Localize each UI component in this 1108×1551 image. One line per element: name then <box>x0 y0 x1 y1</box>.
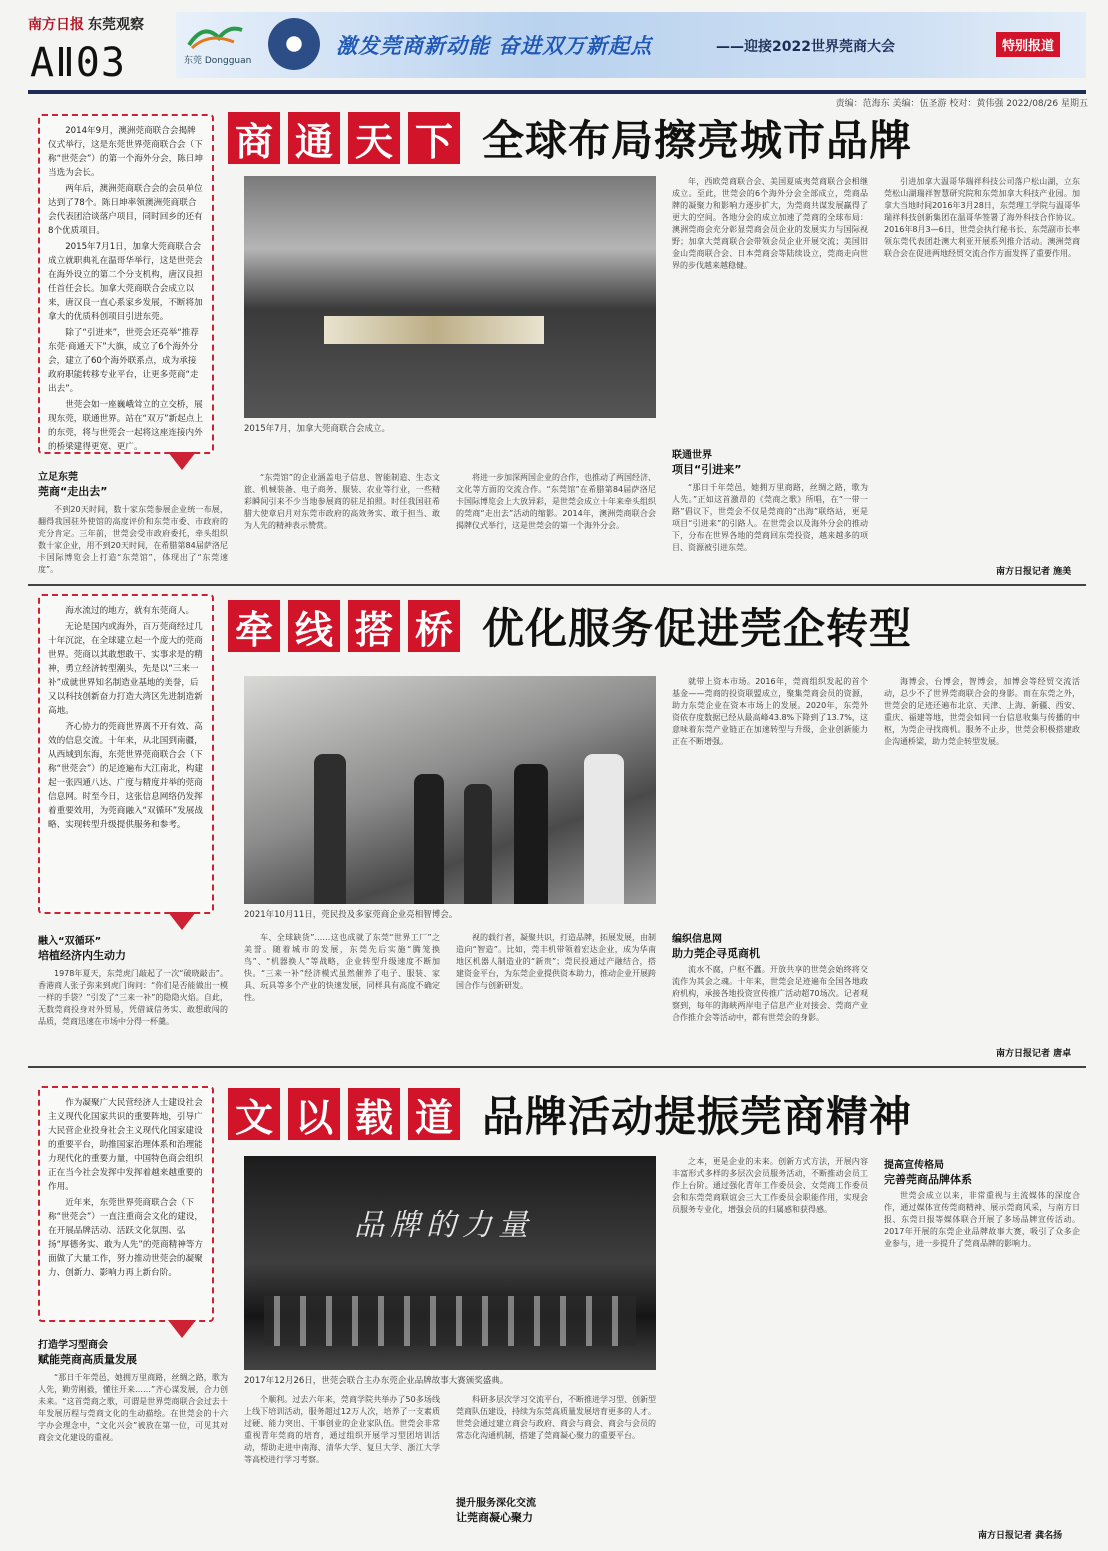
section-headline: 优化服务促进莞企转型 <box>482 604 913 653</box>
subheading: 联通世界 项目“引进来” <box>672 450 742 476</box>
kicker-char: 搭 <box>348 600 400 652</box>
body-column: 不到20天时间，数十家东莞参展企业统一布展，翻得我国驻外使馆的高度评价和东莞市委、市政府的充分肯定。三年前，世莞会受市政府委托，牵头组织数十家企业，用不到20天时间，在希腊第84届萨洛尼卡国际博览会上打造“东莞馆”，体现出了“东莞速度”。 <box>38 505 228 574</box>
kicker-char: 线 <box>288 600 340 652</box>
body-column: 世莞会成立以来，非常重视与主流媒体的深度合作，通过媒体宣传莞商精神、展示莞商风采，与南方日报、东莞日报等媒体联合开展了多场品牌宣传活动。2017年开展的东莞企业品牌故事大赛，吸引了众多企业参与，进一步提升了莞商品牌的影响力。 <box>884 1191 1080 1248</box>
section-kicker <box>228 598 912 654</box>
person-figure <box>464 784 492 904</box>
person-figure <box>584 754 624 904</box>
person-figure <box>314 754 346 904</box>
scroll-painting <box>324 316 544 344</box>
chamber-seal-icon <box>268 18 320 70</box>
section-rule <box>28 584 1086 586</box>
lead-paragraph: 两年后，澳洲莞商联合会的会员单位达到了78个。陈日坤率领澳洲莞商联合会代表团洽谈落户项目，同时回乡的还有8个优质项目。 <box>48 184 203 236</box>
section-kicker <box>228 1086 912 1142</box>
lead-paragraph: 无论是国内或海外，百万莞商经过几十年沉淀，在全球建立起一个庞大的莞商世界。莞商以其敢想敢干、实事求是的精神，勇立经济转型潮头，先是以“三来一补”成就世界知名制造业基地的美誉，后又以科技创新奋力打造大湾区先进制造新高地。 <box>48 622 203 716</box>
stage-crowd <box>264 1296 636 1346</box>
lead-paragraph: 除了“引进来”，世莞会还亮举“推荐东莞·商通天下”大旗，成立了6个海外分会，建立了60个海外联系点，成为承接政府职能转移专业平台，让更多莞商“走出去”。 <box>48 328 199 394</box>
person-figure <box>414 774 444 904</box>
person-figure <box>514 764 548 904</box>
page-number: AⅡ03 <box>30 40 126 86</box>
body-column: 车、全球缺货”……这也成就了东莞“世界工厂”之美誉。随着城市的发展，东莞先后实施“腾笼换鸟”、“机器换人”等战略，企业转型升级速度不断加快。“三来一补”经济模式虽然催养了电子、服装、家具、玩具等多个产业的快速发展，同样具有高度不确定性。 <box>244 933 440 1002</box>
lead-paragraph: 世莞会如一座巍峨耸立的立交桥，展现东莞，联通世界。站在“双万”新起点上的东莞，将与世莞会一起将这座连接内外的桥梁建得更宽、更广。 <box>48 400 203 452</box>
kicker-char: 道 <box>408 1088 460 1140</box>
lead-box <box>38 594 214 914</box>
subheading: 打造学习型商会 赋能莞商高质量发展 <box>38 1340 137 1366</box>
section-photo <box>244 1156 656 1386</box>
subheading: 立足东莞 莞商“走出去” <box>38 472 108 498</box>
lead-paragraph: 作为凝聚广大民营经济人士建设社会主义现代化国家共识的重要阵地，引导广大民营企业投身社会主义现代化国家建设的重要平台，助推国家治理体系和治理能力现代化的重要力量，中国特色商会组织正在当今社会发挥中发挥着越来越重要的作用。 <box>48 1098 203 1192</box>
body-column: 科研多层次学习交流平台，不断推进学习型、创新型莞商队伍建设，持续为东莞高质量发展培育更多的人才。世莞会通过建立商会与政府、商会与商会、商会与会员的常态化沟通机制，搭建了莞商凝心聚力的重要平台。 <box>456 1395 656 1440</box>
kicker-char: 下 <box>408 112 460 164</box>
lead-paragraph: 海水流过的地方，就有东莞商人。 <box>65 606 195 616</box>
lead-paragraph: 2014年9月，澳洲莞商联合会揭牌仪式举行，这是东莞世界莞商联合会（下称“世莞会”）的第一个海外分会，陈日坤当选为会长。 <box>48 126 203 178</box>
photo-title: 品牌的力量 <box>354 1208 534 1243</box>
photo-caption: 2015年7月，加拿大莞商联合会成立。 <box>244 424 391 434</box>
newspaper-name: 南方日报 东莞观察 <box>28 17 144 33</box>
kicker-char: 以 <box>288 1088 340 1140</box>
masthead <box>28 12 1086 94</box>
section-photo <box>244 676 656 920</box>
lead-box-tail <box>168 1320 196 1338</box>
kicker-char: 载 <box>348 1088 400 1140</box>
section-photo <box>244 176 656 434</box>
byline: 南方日报记者 龚名扬 <box>978 1531 1063 1541</box>
kicker-char: 通 <box>288 112 340 164</box>
lead-box-tail <box>168 452 196 470</box>
kicker-char: 牵 <box>228 600 280 652</box>
body-column: “那日千年莞邑，她拥万里商路，丝绸之路，歌为人先，勤劳刚毅，懂往开来……”齐心谋发展，合力创未来。“这首莞商之歌，可谓是世界莞商联合会过去十年发展历程与莞商文化的生动描绘。在世莞会的十六字办会理念中，“文化兴会”被放在第一位，可见其对商会文化建设的重视。 <box>38 1373 228 1442</box>
section-headline: 品牌活动提振莞商精神 <box>482 1092 913 1141</box>
topic-banner <box>176 12 1086 78</box>
body-column: 1978年夏天，东莞虎门敲起了一次“破晓敲击”。香港商人张子弥来到虎门询问：“你们是否能做出一模一样的手袋？”引发了“三来一补”的隐隐火焰。自此，无数莞商投身对外贸易，凭借诚信务实、敢想敢闯的品质，莞商迅速在市场中分得一杯羹。 <box>38 969 228 1026</box>
kicker-char: 商 <box>228 112 280 164</box>
dongguan-logo: 东莞 Dongguan <box>184 20 256 70</box>
body-column: 引进加拿大温哥华瑞祥科技公司落户松山湖，立东莞松山湖瑞祥智慧研究院和东莞加拿大科技产业园。加拿大当地时间2016年3月28日，东莞理工学院与温哥华瑞祥科技创新集团在温哥华签署了海外科技合作协议。2016年8月3—6日，世莞会执行秘书长、东莞副市长率领东莞代表团赴澳大利亚开展系列推介活动。澳洲莞商联合会在促进两地经贸交流合作方面发挥了重要作用。 <box>884 177 1080 258</box>
body-column: 就带上资本市场。2016年，莞商组织发起的首个基金——莞商的投资联盟成立，聚集莞商会员的资源，助力东莞企业在资本市场上的发展。2020年，东莞外资依存度数据已经从最高峰43.8%下降到了13.7%，这意味着东莞产业链正在加速转型与升级，企业创新能力正在不断增强。 <box>672 677 868 746</box>
photo-caption: 2021年10月11日，莞民投及多家莞商企业亮相智博会。 <box>244 910 458 920</box>
kicker-char: 天 <box>348 112 400 164</box>
masthead-rule <box>28 90 1086 94</box>
section-qianxian <box>28 588 1086 1068</box>
special-report-badge: 特别报道 <box>996 32 1060 57</box>
body-column: 将进一步加深两国企业的合作，也推动了两国经济、文化等方面的交流合作。“东莞馆”在希腊第84届萨洛尼卡国际博览会上大放异彩，是世莞会成立十年来牵头组织的莞商“走出去”活动的缩影。2014年，澳洲莞商联合会揭牌仪式举行，这是世莞会的第一个海外分会。 <box>456 473 656 530</box>
body-column: 流水不腐，户枢不蠹。开放共享的世莞会始终将交流作为其会之魂。十年来，世莞会足迹遍布全国各地政府机构，承接各地投资宣传推广活动超70场次。记者观察到，每年的海峡两岸电子信息产业对接会、莞商产业合作推介会等活动中，都有世莞会的身影。 <box>672 965 868 1022</box>
lead-box <box>38 1086 214 1322</box>
section-rule <box>28 1066 1086 1068</box>
editor-credit: 责编：范海东 美编：伍圣游 校对：黄伟强 2022/08/26 星期五 <box>835 99 1088 109</box>
section-kicker <box>228 110 912 166</box>
lead-paragraph: 齐心协力的莞商世界离不开有效、高效的信息交流。十年来，从北国到南疆，从西域到东海，东莞世界莞商联合会（下称“世莞会”）的足迹遍布大江南北，构建起一张四通八达、广度与精度并举的莞商信息网。时至今日，这张信息网络仍发挥着重要效用，为莞商融入“双循环”发展战略、实现转型升级提供服务和参考。 <box>48 722 203 830</box>
section-headline: 全球布局擦亮城市品牌 <box>482 116 913 165</box>
banner-slogan: 激发莞商新动能 奋进双万新起点 <box>336 34 653 58</box>
lead-paragraph: 近年来，东莞世界莞商联合会（下称“世莞会”）一直注重商会文化的建设，在开展品牌活动、活跃文化氛围、弘扬“厚德务实、敢为人先”的莞商精神等方面做了大量工作，努力推动世莞会的凝聚力、创新力、影响力再上新台阶。 <box>48 1198 203 1278</box>
subheading: 提高宣传格局 完善莞商品牌体系 <box>884 1160 972 1186</box>
body-column: 视的载行者，凝聚共识，打造品牌，拓展发展，由制造向“智造”。比如，莞丰机带领着宏达企业，成为华南地区机器人制造业的“新贵”；莞民投通过产融结合，搭建资金平台，为东莞企业提供资本助力，推动企业开展跨国合作与创新研发。 <box>456 933 656 990</box>
subheading: 融入“双循环” 培植经济内生动力 <box>38 936 126 962</box>
kicker-char: 桥 <box>408 600 460 652</box>
byline: 南方日报记者 施美 <box>996 567 1072 577</box>
body-column: “那日千年莞邑，她拥万里商路，丝绸之路，歌为人先。”正如这首激昂的《莞商之歌》所唱，在“一带一路”倡议下，世莞会不仅是莞商的“出海”联络站，更是项目“引进来”的引路人。在世莞会以及海外分会的推动下，分布在世界各地的莞商回东莞投资，越来越多的项目、资源被引进东莞。 <box>672 483 868 552</box>
body-column: 个顺利。过去六年来，莞商学院共举办了50多场线上线下培训活动，服务超过12万人次，培养了一支素质过硬、能力突出、干事创业的企业家队伍。世莞会非常重视青年莞商的培育，通过组织开展学习型团培训活动，帮助走进中南海、清华大学、复旦大学、浙江大学等高校进行学习考察。 <box>244 1395 440 1464</box>
body-column: 海博会，台博会，智博会，加博会等经贸交流活动，总少不了世界莞商联合会的身影。而在东莞之外，世莞会的足迹还遍布北京、天津、上海、新疆、西安、重庆、福建等地，世莞会如同一台信息收集与传播的中枢，为莞企寻找商机。服务不止步，世莞会积极搭建政企沟通桥梁，助力莞企转型发展。 <box>884 677 1080 746</box>
lead-box <box>38 114 214 454</box>
section-shangtong <box>28 104 1086 582</box>
subheading: 提升服务深化交流 让莞商凝心聚力 <box>456 1498 536 1524</box>
byline: 南方日报记者 唐卓 <box>996 1049 1072 1059</box>
section-wenyi <box>28 1074 1086 1544</box>
body-column: 年，西欧莞商联合会、美国夏威夷莞商联合会相继成立。至此，世莞会的6个海外分会全部成立，莞商品牌的凝聚力和影响力逐步扩大，为莞商共谋发展赢得了更大的空间。各地分会的成立加速了莞商的全球布局：澳洲莞商会充分彰显莞商会员企业的发展实力与国际视野；加拿大莞商联合会带领会员企业开展交流；美国旧金山莞商联合会、日本莞商会等陆续设立，莞商走向世界的步伐越来越稳健。 <box>672 177 868 270</box>
lead-paragraph: 2015年7月1日，加拿大莞商联合会成立就职典礼在温哥华举行，这是世莞会在海外设立的第二个分支机构，唐汉良担任首任会长。加拿大莞商联合会成立以来，唐汉良一直心系家乡发展，不断将加拿大的优质科创项目引进东莞。 <box>48 242 203 322</box>
photo-caption: 2017年12月26日，世莞会联合主办东莞企业品牌故事大赛颁奖盛典。 <box>244 1376 509 1386</box>
kicker-char: 文 <box>228 1088 280 1140</box>
lead-box-tail <box>168 912 196 930</box>
subheading: 编织信息网 助力莞企寻觅商机 <box>672 934 760 960</box>
body-column: “东莞馆”的企业涵盖电子信息、智能制造、生态文旅、机械装备、电子商务、服装、农业等行业，一些精彩瞬间引来不少当地参展商的驻足拍照。时任我国驻希腊大使章启月对东莞市政府的高效务实、敢于担当、敢为人先的精神表示赞赏。 <box>244 473 440 530</box>
body-column: 之本，更是企业的未来。创新方式方法，开展内容丰富形式多样的多层次会员服务活动，不断推动会员工作上台阶。通过强化青年工作委员会、女莞商工作委员会和东莞莞商联谊会三大工作委员会职能作用，实现会员服务专业化，增强会员的归属感和获得感。 <box>672 1157 868 1214</box>
banner-subtitle: ——迎接2022世界莞商大会 <box>716 39 895 55</box>
